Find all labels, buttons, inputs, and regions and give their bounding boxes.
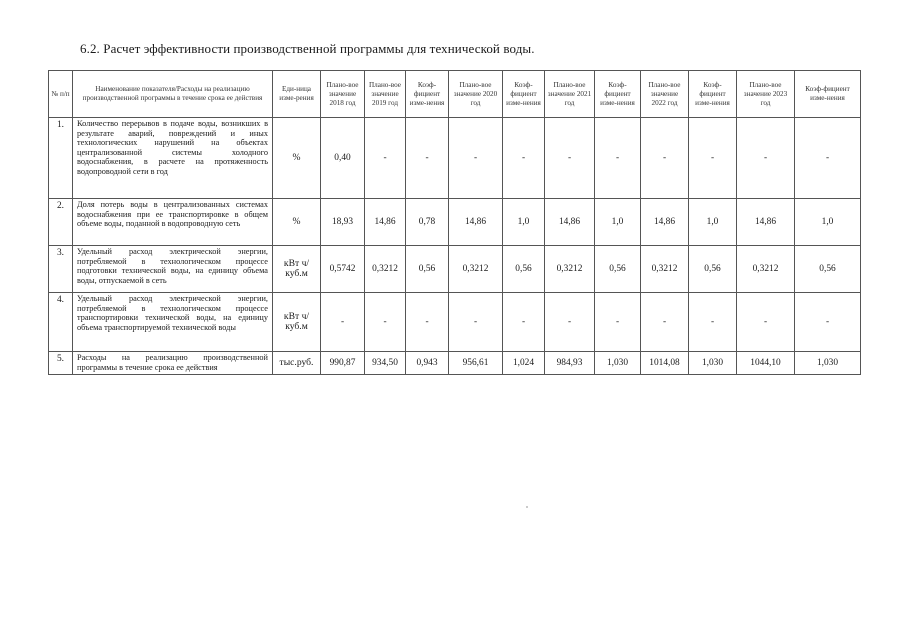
value-cell: - [595, 293, 641, 352]
value-cell: - [503, 118, 545, 199]
value-cell: - [365, 118, 406, 199]
value-cell: - [449, 118, 503, 199]
value-cell: 14,86 [545, 199, 595, 246]
value-cell: - [689, 293, 737, 352]
value-cell: - [545, 293, 595, 352]
header-cell: Наименование показателя/Расходы на реализацию производственной программы в течение срока ее действия [73, 71, 273, 118]
value-cell: - [737, 118, 795, 199]
table-header-row [49, 71, 861, 118]
table-row [49, 352, 861, 375]
header-cell: Плано-вое значение 2018 год [321, 71, 365, 118]
header-cell: Коэф-фициент изме-нения [689, 71, 737, 118]
header-cell: Коэф-фициент изме-нения [595, 71, 641, 118]
value-cell: - [449, 293, 503, 352]
value-cell: - [503, 293, 545, 352]
efficiency-table [48, 70, 861, 375]
header-cell: Еди-ница изме-рения [273, 71, 321, 118]
value-cell: 934,50 [365, 352, 406, 375]
row-number-cell: 5. [49, 352, 73, 375]
table-row [49, 118, 861, 199]
header-cell: Плано-вое значение 2023 год [737, 71, 795, 118]
value-cell: - [406, 293, 449, 352]
value-cell: 1,0 [595, 199, 641, 246]
value-cell: 1,030 [689, 352, 737, 375]
value-cell: 14,86 [365, 199, 406, 246]
header-cell: Коэф-фициент изме-нения [795, 71, 861, 118]
indicator-name-cell: Удельный расход электрической энергии, потребляемой в технологическом процессе транспортировки технической воды, на единицу объема транспортируемой технической воды [73, 293, 273, 352]
value-cell: 0,3212 [641, 246, 689, 293]
value-cell: - [795, 293, 861, 352]
header-cell: Плано-вое значение 2021 год [545, 71, 595, 118]
value-cell: 0,40 [321, 118, 365, 199]
header-cell: Коэф-фициент изме-нения [503, 71, 545, 118]
unit-cell: % [273, 199, 321, 246]
value-cell: 0,3212 [737, 246, 795, 293]
value-cell: 1,0 [503, 199, 545, 246]
value-cell: 1,0 [795, 199, 861, 246]
value-cell: 0,56 [503, 246, 545, 293]
indicator-name-cell: Доля потерь воды в централизованных системах водоснабжения при ее транспортировке в общем объеме воды, поданной в водопроводную сеть [73, 199, 273, 246]
unit-cell: кВт ч/куб.м [273, 293, 321, 352]
value-cell: - [595, 118, 641, 199]
value-cell: 984,93 [545, 352, 595, 375]
value-cell: 0,5742 [321, 246, 365, 293]
value-cell: - [365, 293, 406, 352]
table-row [49, 293, 861, 352]
header-cell: Плано-вое значение 2020 год [449, 71, 503, 118]
indicator-name-cell: Удельный расход электрической энергии, потребляемой в технологическом процессе подготовки технической воды, на единицу объема воды, отпускаемой в сеть [73, 246, 273, 293]
value-cell: - [545, 118, 595, 199]
scan-speck [526, 506, 528, 508]
value-cell: - [795, 118, 861, 199]
value-cell: 0,56 [689, 246, 737, 293]
value-cell: 0,3212 [449, 246, 503, 293]
value-cell: - [641, 293, 689, 352]
value-cell: 0,78 [406, 199, 449, 246]
value-cell: 990,87 [321, 352, 365, 375]
value-cell: 1,030 [795, 352, 861, 375]
unit-cell: кВт ч/куб.м [273, 246, 321, 293]
row-number-cell: 2. [49, 199, 73, 246]
table-row [49, 199, 861, 246]
value-cell: 1044,10 [737, 352, 795, 375]
value-cell: - [321, 293, 365, 352]
value-cell: - [641, 118, 689, 199]
value-cell: 0,3212 [365, 246, 406, 293]
value-cell: 0,56 [795, 246, 861, 293]
header-cell: Плано-вое значение 2019 год [365, 71, 406, 118]
value-cell: - [737, 293, 795, 352]
value-cell: 1,0 [689, 199, 737, 246]
value-cell: 0,3212 [545, 246, 595, 293]
header-cell: № п/п [49, 71, 73, 118]
value-cell: 956,61 [449, 352, 503, 375]
unit-cell: тыс.руб. [273, 352, 321, 375]
header-cell: Плано-вое значение 2022 год [641, 71, 689, 118]
indicator-name-cell: Расходы на реализацию производственной программы в течение срока ее действия [73, 352, 273, 375]
row-number-cell: 4. [49, 293, 73, 352]
value-cell: 18,93 [321, 199, 365, 246]
value-cell: 1,030 [595, 352, 641, 375]
value-cell: 0,56 [595, 246, 641, 293]
value-cell: - [406, 118, 449, 199]
table-row [49, 246, 861, 293]
unit-cell: % [273, 118, 321, 199]
row-number-cell: 3. [49, 246, 73, 293]
value-cell: 14,86 [641, 199, 689, 246]
value-cell: 14,86 [449, 199, 503, 246]
value-cell: 14,86 [737, 199, 795, 246]
value-cell: 1014,08 [641, 352, 689, 375]
page-title: 6.2. Расчет эффективности производственной программы для технической воды. [80, 41, 535, 56]
value-cell: - [689, 118, 737, 199]
value-cell: 0,56 [406, 246, 449, 293]
row-number-cell: 1. [49, 118, 73, 199]
header-cell: Коэф-фициент изме-нения [406, 71, 449, 118]
value-cell: 0,943 [406, 352, 449, 375]
indicator-name-cell: Количество перерывов в подаче воды, возникших в результате аварий, повреждений и иных технологических нарушений на объектах централизованной системы холодного водоснабжения, в расчете на протяженность водопроводной сети в год [73, 118, 273, 199]
value-cell: 1,024 [503, 352, 545, 375]
